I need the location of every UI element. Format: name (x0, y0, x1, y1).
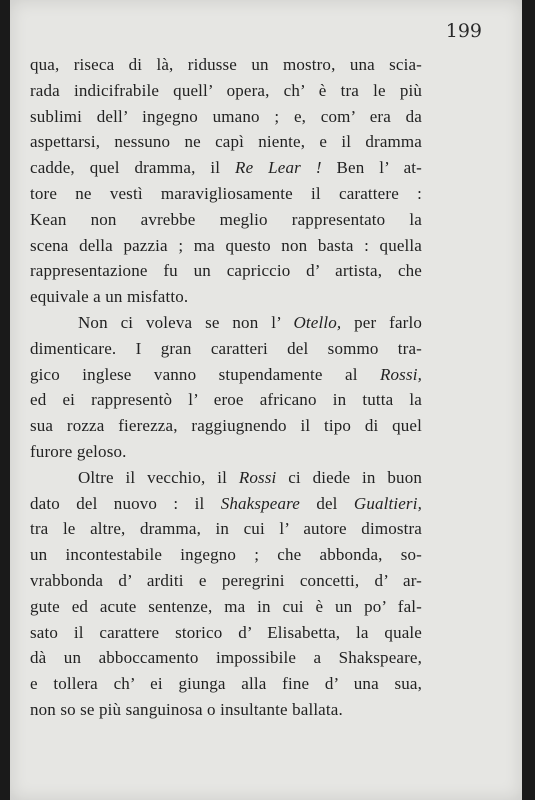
text-segment: per farlo (341, 312, 422, 332)
text-line: non so se più sanguinosa o insultante ballata. (30, 699, 343, 719)
text-segment: Ben l’ at- (321, 158, 422, 178)
text-segment: cadde, quel dramma, il (30, 158, 236, 178)
text-line: tra le altre, dramma, in cui l’ autore dimostra (30, 519, 422, 539)
text-line: tore ne vestì maravigliosamente il carattere : (30, 183, 422, 203)
text-line (30, 310, 422, 336)
text-line: dà un abboccamento impossibile a Shakspeare, (30, 648, 422, 668)
text-line (30, 155, 422, 181)
name-gualtieri: Gualtieri, (353, 493, 422, 513)
text-line: sato il carattere storico d’ Elisabetta, la quale (30, 622, 422, 642)
book-page (10, 0, 522, 800)
text-line: sublimi dell’ ingegno umano ; e, com’ era da (30, 106, 422, 126)
text-segment: ci diede in buon (276, 467, 422, 487)
text-line: sua rozza fierezza, raggiugnendo il tipo di quel (30, 416, 422, 436)
text-line: furore geloso. (30, 441, 127, 461)
title-otello: Otello, (293, 312, 342, 332)
title-re-lear: Re Lear ! (235, 158, 322, 178)
paragraph-2 (30, 310, 422, 465)
text-line (30, 465, 422, 491)
text-line: dimenticare. I gran caratteri del sommo tra- (30, 338, 422, 358)
text-line: gute ed acute sentenze, ma in cui è un po’ fal- (30, 596, 422, 616)
name-rossi: Rossi (238, 467, 277, 487)
text-line: aspettarsi, nessuno ne capì niente, e il dramma (30, 132, 422, 152)
text-line (30, 491, 422, 517)
text-segment: dato del nuovo : il (30, 493, 221, 513)
text-line: equivale a un misfatto. (30, 287, 189, 307)
text-segment: Oltre il vecchio, il (78, 467, 239, 487)
text-segment: gico inglese vanno stupendamente al (30, 364, 380, 384)
text-line: qua, riseca di là, ridusse un mostro, una scia- (30, 55, 422, 74)
text-line: rada indicifrabile quell’ opera, ch’ è tra le più (30, 80, 422, 100)
title-shakspeare: Shakspeare (220, 493, 300, 513)
text-line: scena della pazzia ; ma questo non basta : quella (30, 235, 422, 255)
text-line: ed ei rappresentò l’ eroe africano in tutta la (30, 390, 422, 410)
name-rossi: Rossi, (380, 364, 422, 384)
text-line (30, 362, 422, 388)
page-number: 199 (445, 20, 482, 42)
paragraph-1 (30, 52, 422, 310)
text-segment: del (299, 493, 354, 513)
text-line: un incontestabile ingegno ; che abbonda, so- (30, 545, 422, 565)
paragraph-3 (30, 465, 422, 723)
text-line: rappresentazione fu un capriccio d’ artista, che (30, 261, 422, 281)
page-text (30, 52, 422, 723)
text-line: Kean non avrebbe meglio rappresentato la (30, 209, 422, 229)
text-line: e tollera ch’ ei giunga alla fine d’ una sua, (30, 674, 422, 694)
text-line: vrabbonda d’ arditi e peregrini concetti, d’ ar- (30, 570, 422, 590)
text-segment: Non ci voleva se non l’ (78, 312, 294, 332)
